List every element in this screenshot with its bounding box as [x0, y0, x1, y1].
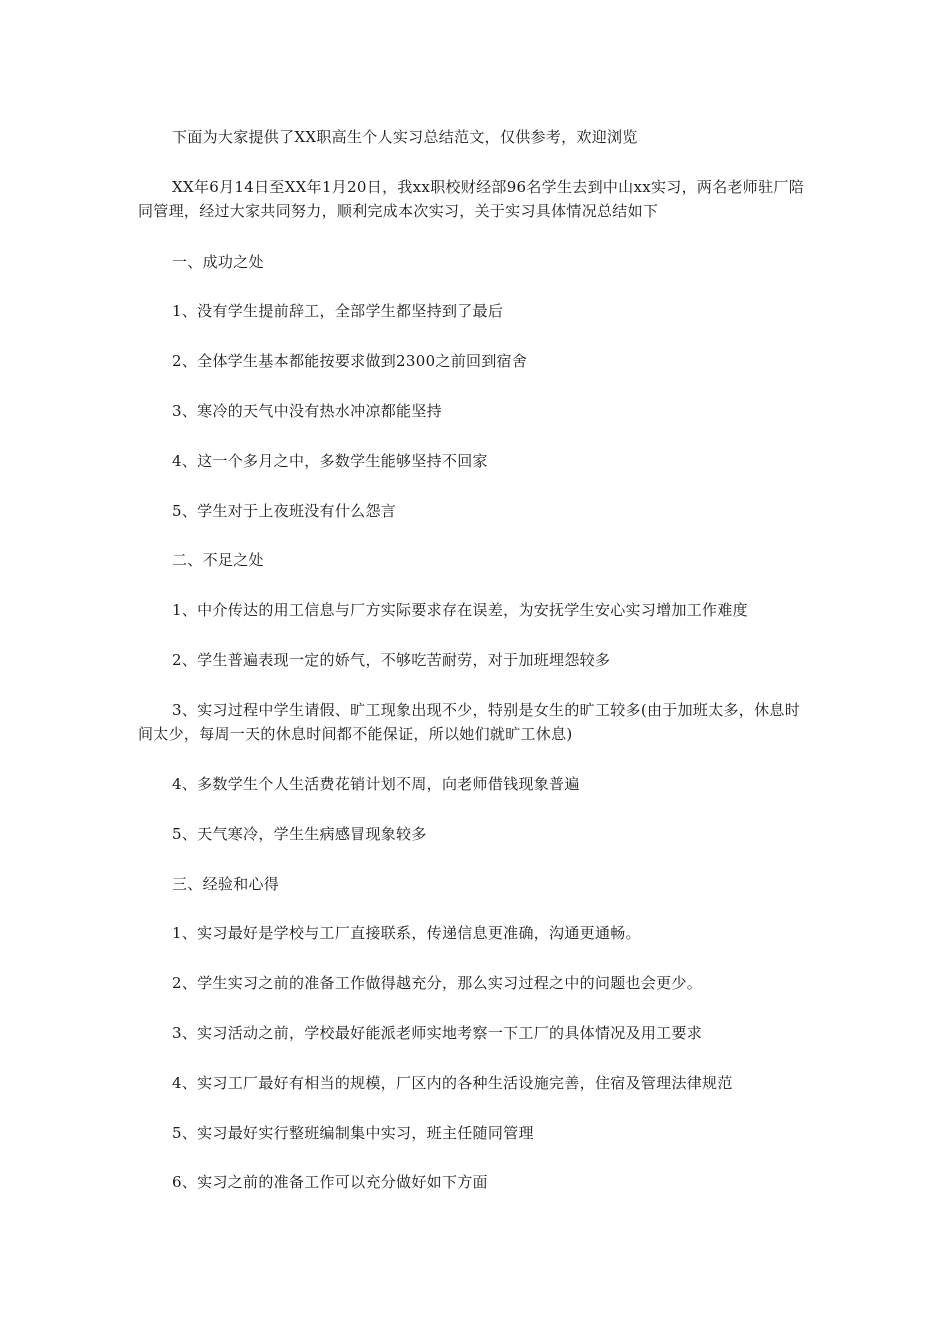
list-item: 2、学生普遍表现一定的娇气，不够吃苦耐劳，对于加班埋怨较多	[172, 651, 611, 669]
list-item: 1、中介传达的用工信息与厂方实际要求存在误差，为安抚学生安心实习增加工作难度	[172, 601, 748, 619]
list-item: 1、实习最好是学校与工厂直接联系，传递信息更准确，沟通更通畅。	[172, 924, 641, 942]
section-heading-experience: 三、经验和心得	[172, 875, 280, 893]
list-item: 3、实习过程中学生请假、旷工现象出现不少，特别是女生的旷工较多(由于加班太多，休息时间太少，每周一天的休息时间都不能保证，所以她们就旷工休息)	[138, 701, 800, 743]
list-item: 1、没有学生提前辞工，全部学生都坚持到了最后	[172, 302, 504, 320]
list-item: 6、实习之前的准备工作可以充分做好如下方面	[172, 1173, 488, 1191]
section-heading-shortcomings: 二、不足之处	[172, 551, 264, 569]
list-item: 2、学生实习之前的准备工作做得越充分，那么实习过程之中的问题也会更少。	[172, 974, 703, 992]
list-item: 2、全体学生基本都能按要求做到2300之前回到宿舍	[172, 352, 528, 370]
list-item: 3、实习活动之前，学校最好能派老师实地考察一下工厂的具体情况及用工要求	[172, 1024, 703, 1042]
summary-paragraph: XX年6月14日至XX年1月20日，我xx职校财经部96名学生去到中山xx实习，两名老师驻厂陪同管理，经过大家共同努力，顺利完成本次实习，关于实习具体情况总结如下	[138, 178, 805, 220]
list-item: 5、实习最好实行整班编制集中实习，班主任随同管理	[172, 1124, 534, 1142]
list-item: 4、实习工厂最好有相当的规模，厂区内的各种生活设施完善，住宿及管理法律规范	[172, 1074, 733, 1092]
intro-paragraph: 下面为大家提供了XX职高生个人实习总结范文，仅供参考，欢迎浏览	[172, 128, 638, 146]
list-item: 3、寒冷的天气中没有热水冲凉都能坚持	[172, 402, 442, 420]
list-item: 5、天气寒冷，学生生病感冒现象较多	[172, 825, 427, 843]
section-heading-success: 一、成功之处	[172, 253, 264, 271]
list-item: 5、学生对于上夜班没有什么怨言	[172, 502, 397, 520]
list-item: 4、这一个多月之中，多数学生能够坚持不回家	[172, 452, 488, 470]
list-item: 4、多数学生个人生活费花销计划不周，向老师借钱现象普遍	[172, 775, 580, 793]
